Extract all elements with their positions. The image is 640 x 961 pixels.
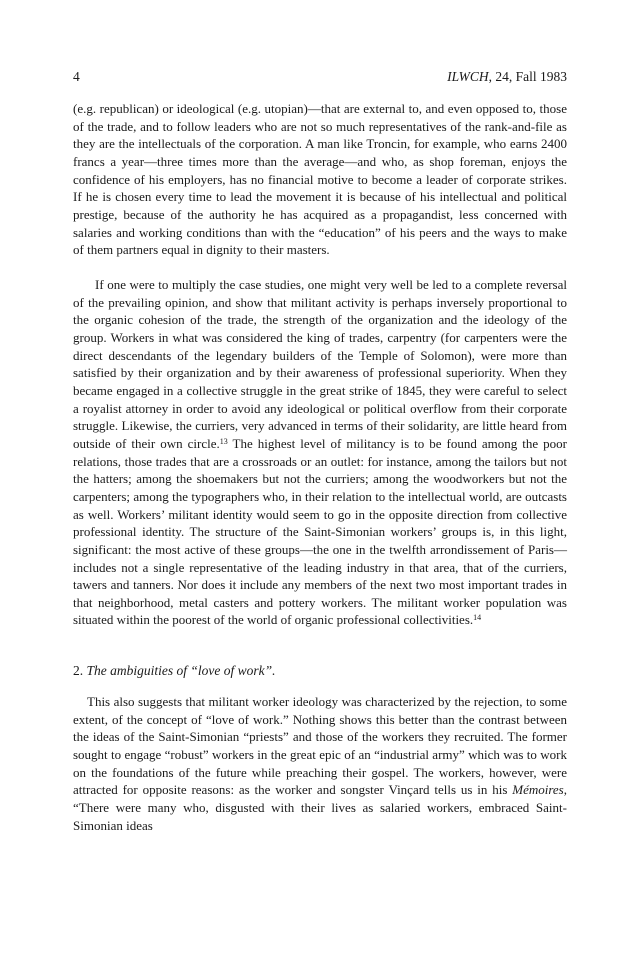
journal-reference <box>447 67 567 87</box>
body-paragraph-1: (e.g. republican) or ideological (e.g. utopian)—that are external to, and even opposed to, those of the trade, and to follow leaders who are not so much representatives of the rank-and-file as they are the intellectuals of the corporation. A man like Troncin, for example, who earns 2400 francs a year—three times more than the average—and who, as shop foreman, enjoys the confidence of his employers, has no financial motive to become a leader of corporate strikes. If he is chosen every time to lead the movement it is because of his intellectual and political prestige, because of the authority he has acquired as a propagandist, less concerned with salaries and working conditions than with the “education” of his peers and the ways to make of them partners equal in dignity to their masters. <box>73 101 567 258</box>
paragraph-2-text-b: The highest level of militancy is to be found among the poor relations, those trades that are a crossroads or an outlet: for instance, among the tailors but not the hatters; among the shoemakers but not the curriers; among the woodworkers but not the carpenters; among the typographers who, in their relation to the intellectual world, are outcasts as well. Workers’ militant identity would seem to go in the opposite direction from collective professional identity. The structure of the Saint-Simonian workers’ groups is, in this light, significant: the most active of these groups—the one in the twelfth arrondissement of Paris—includes not a single representative of the leading industry in that area, that of the curriers, tawers and tanners. Nor does it include any members of the next two most important trades in that neighborhood, metal casters and pottery workers. The militant worker population was situated within the poorest of the world of organic professional collectivities. <box>73 435 567 628</box>
section-heading <box>73 662 276 680</box>
page-number: 4 <box>73 69 80 84</box>
running-head <box>73 67 567 87</box>
journal-title: ILWCH <box>447 69 489 84</box>
paragraph-2-text-a: If one were to multiply the case studies, one might very well be led to a complete reversal of the prevailing opinion, and show that militant activity is perhaps inversely proportional to the organic cohesion of the trade, the strength of the organization and the ideology of the group. Workers in what was considered the king of trades, carpentry (for carpenters were the direct descendants of the legendary builders of the Temple of Solomon), were more than satisfied by their organization and by their awareness of professional superiority. When they became engaged in a collective struggle in the great strike of 1845, they were careful to select a royalist attorney in order to avoid any ideological or political overflow from their corporate struggle. Likewise, the curriers, very advanced in terms of their solidarity, are little heard from outside of their own circle. <box>73 277 567 451</box>
section-title: The ambiguities of “love of work”. <box>86 663 276 678</box>
paragraph-3-text-a: This also suggests that militant worker ideology was characterized by the rejection, to some extent, of the concept of “love of work.” Nothing shows this better than the contrast between the ideas of the Saint-Simonian “priests” and those of the workers they recruited. The former sought to engage “robust” workers in the great epic of an “industrial army” which was to work on the foundations of the future while preaching their gospel. The workers, however, were attracted for opposite reasons: as the worker and songster Vinçard tells us in his <box>73 694 567 798</box>
section-number: 2. <box>73 663 84 678</box>
paragraph-3-text-b: , “There were many who, disgusted with their lives as salaried workers, embraced Saint-Simonian ideas <box>73 782 567 833</box>
body-paragraph-3 <box>73 693 567 834</box>
footnote-ref-14: 14 <box>473 613 482 623</box>
footnote-ref-13: 13 <box>219 436 228 446</box>
body-paragraph-2 <box>73 276 567 629</box>
journal-issue: , 24, Fall 1983 <box>488 69 567 84</box>
cited-work-title: Mémoires <box>512 782 564 798</box>
